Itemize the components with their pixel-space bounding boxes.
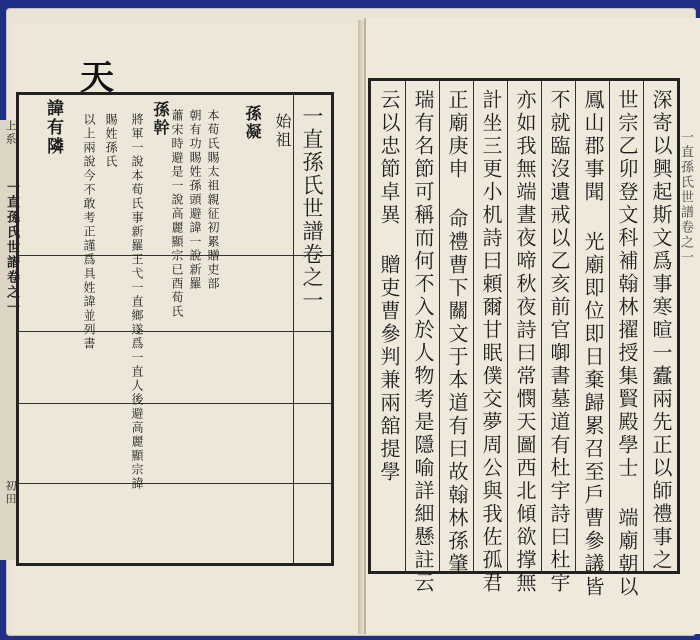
body-column-6: 計坐三更小机詩曰頼爾甘眠僕交夢周公與我佐孤君	[479, 89, 503, 595]
left-title-column: 一直孫氏世譜卷之一	[300, 105, 324, 312]
body-column-2: 世宗乙卯登文科補翰林擢授集賢殿學士 端廟朝以	[615, 89, 639, 599]
body-column-7: 正廟庚申 命禮曹下關文于本道有曰故翰林孫肇	[445, 89, 469, 576]
left-genealogy-frame	[16, 92, 334, 566]
record-column-4: 將軍一說本荀氏事新羅王弋一直鄉遂爲一直人後避高麗顯宗諱	[130, 113, 144, 491]
margin-bottom-label: 初田	[4, 480, 17, 506]
record-column-3: 蕭宋時避是一說高麗顯宗已酉荀氏	[170, 109, 184, 319]
record-column-6: 以上兩說今不敢考正謹爲具姓諱並列書	[82, 113, 96, 351]
margin-title: 一直孫氏世譜卷之一	[4, 180, 19, 315]
margin-top-label: 上系	[4, 120, 17, 146]
next-page-edge	[670, 130, 696, 430]
name-you-lin: 諱有隣	[43, 99, 63, 156]
name-sun-ning: 孫凝	[243, 105, 262, 141]
record-column-1: 本荀氏賜太祖親征初累贈吏部	[206, 109, 220, 291]
body-column-8: 瑞有名節可稱而何不入於人物考是隱喻詳細懸註云	[411, 89, 435, 595]
record-column-5: 賜姓孫氏	[104, 113, 118, 169]
next-page-edge-text: 一直孫氏世譜卷之一	[678, 130, 693, 265]
body-column-4: 不就臨沒遺戒以乙亥前官啣書墓道有杜宇詩曰杜宇	[547, 89, 571, 595]
heaven-stamp: 天	[80, 58, 114, 98]
shizu-label: 始祖	[273, 113, 292, 149]
body-column-1: 深寄以興起斯文爲事寒暄一蠹兩先正以師禮事之	[649, 89, 673, 572]
body-column-3: 鳳山郡事聞 光廟即位即日棄歸累召至戶曹參議皆	[581, 89, 605, 599]
right-text-frame	[368, 78, 680, 599]
body-column-5: 亦如我無端晝夜啼秋夜詩曰常憫天圖西北傾欲撑無	[513, 89, 537, 595]
name-sun-gan: 孫幹	[151, 101, 170, 137]
body-column-9: 云以忠節卓異 贈吏曹參判兼兩舘提學	[377, 89, 401, 484]
record-column-2: 朝有功賜姓孫頭避諱一說新羅	[188, 109, 202, 291]
